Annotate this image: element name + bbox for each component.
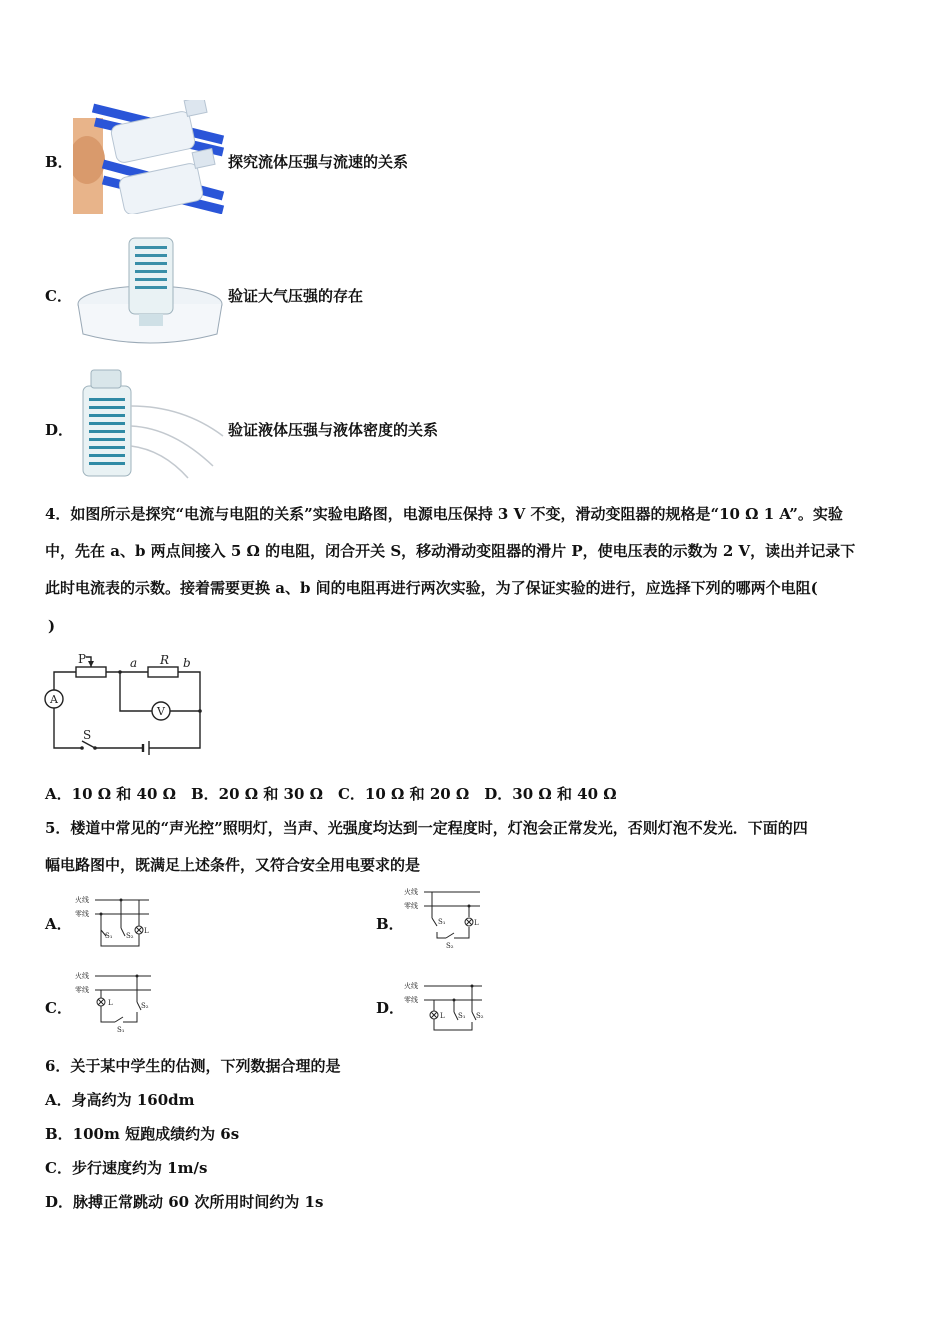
q4-circuit-diagram — [40, 645, 210, 757]
q3-option-b-text: 探究流体压强与流速的关系 — [228, 153, 409, 171]
q6-option-c: C．步行速度约为 1m/s — [45, 1159, 208, 1177]
bottles-blowing-icon — [73, 100, 225, 214]
bottle-in-dish-icon — [73, 234, 227, 348]
q6-option-d: D．脉搏正常跳动 60 次所用时间约为 1s — [45, 1193, 324, 1211]
q4-stem-line1: 4．如图所示是探究“电流与电阻的关系”实验电路图，电源电压保持 3 V 不变，滑动变阻器的规格是“10 Ω 1 A”。实验 — [45, 505, 843, 523]
q5-b-s2: S₂ — [446, 942, 454, 950]
q5-a-s1: S₁ — [105, 932, 113, 940]
q5-b-neutral-wire: 零线 — [404, 902, 418, 910]
q5-c-lamp: L — [108, 999, 113, 1007]
q5-c-live-wire: 火线 — [75, 972, 89, 980]
q5-d-s2: S₂ — [476, 1012, 484, 1020]
q5-d-lamp: L — [440, 1012, 445, 1020]
q6-option-b: B．100m 短跑成绩约为 6s — [45, 1125, 240, 1143]
q6-option-a: A．身高约为 160dm — [45, 1091, 195, 1109]
q5-d-s1: S₁ — [458, 1012, 466, 1020]
q5-stem-line2: 幅电路图中，既满足上述条件，又符合安全用电要求的是 — [45, 856, 421, 874]
q5-c-s2: S₂ — [141, 1002, 149, 1010]
q5-circuit-c — [73, 966, 153, 1036]
q4-point-a-label: a — [130, 656, 138, 670]
q5-circuit-b — [402, 882, 482, 952]
q5-d-live-wire: 火线 — [404, 982, 418, 990]
q5-circuit-a — [73, 890, 153, 952]
q5-option-d-letter: D． — [376, 999, 405, 1017]
q5-option-b-letter: B． — [376, 915, 404, 933]
q5-a-neutral-wire: 零线 — [75, 910, 89, 918]
q4-stem-line4: ) — [48, 617, 56, 635]
q4-switch-label: S — [83, 728, 92, 742]
q5-b-live-wire: 火线 — [404, 888, 418, 896]
q3-option-d-letter: D． — [45, 421, 74, 439]
q5-a-s2: S₂ — [126, 932, 134, 940]
q4-ammeter-label: A — [50, 693, 58, 706]
q5-circuit-d — [402, 976, 484, 1036]
q4-options: A．10 Ω 和 40 Ω B．20 Ω 和 30 Ω C．10 Ω 和 20 Ω D．30 Ω 和 40 Ω — [45, 785, 617, 803]
q5-c-neutral-wire: 零线 — [75, 986, 89, 994]
q4-stem-line2: 中，先在 a、b 两点间接入 5 Ω 的电阻，闭合开关 S，移动滑动变阻器的滑片 P，使电压表的示数为 2 V，读出并记录下 — [45, 542, 856, 560]
q5-a-live-wire: 火线 — [75, 896, 89, 904]
q3-option-d-text: 验证液体压强与液体密度的关系 — [228, 421, 439, 439]
q4-stem-line3: 此时电流表的示数。接着需要更换 a、b 间的电阻再进行两次实验，为了保证实验的进行，应选择下列的哪两个电阻( — [45, 579, 818, 597]
q5-option-c-letter: C． — [45, 999, 72, 1017]
q5-d-neutral-wire: 零线 — [404, 996, 418, 1004]
bottle-water-jets-icon — [73, 366, 227, 480]
q5-option-a-letter: A． — [45, 915, 72, 933]
q3-option-c-letter: C． — [45, 287, 72, 305]
q4-resistor-label: R — [160, 653, 170, 667]
q4-voltmeter-label: V — [157, 705, 165, 718]
q5-a-lamp: L — [144, 927, 149, 935]
q6-stem: 6．关于某中学生的估测，下列数据合理的是 — [45, 1057, 341, 1075]
q5-c-s1: S₁ — [117, 1026, 125, 1034]
q4-point-b-label: b — [183, 656, 191, 670]
q3-option-b-letter: B． — [45, 153, 73, 171]
q4-slider-p-label: P — [78, 652, 87, 666]
q5-stem-line1: 5．楼道中常见的“声光控”照明灯，当声、光强度均达到一定程度时，灯泡会正常发光，否则灯泡不发光．下面的四 — [45, 819, 808, 837]
q5-b-s1: S₁ — [438, 918, 446, 926]
q5-b-lamp: L — [474, 919, 479, 927]
q3-option-c-text: 验证大气压强的存在 — [228, 287, 364, 305]
